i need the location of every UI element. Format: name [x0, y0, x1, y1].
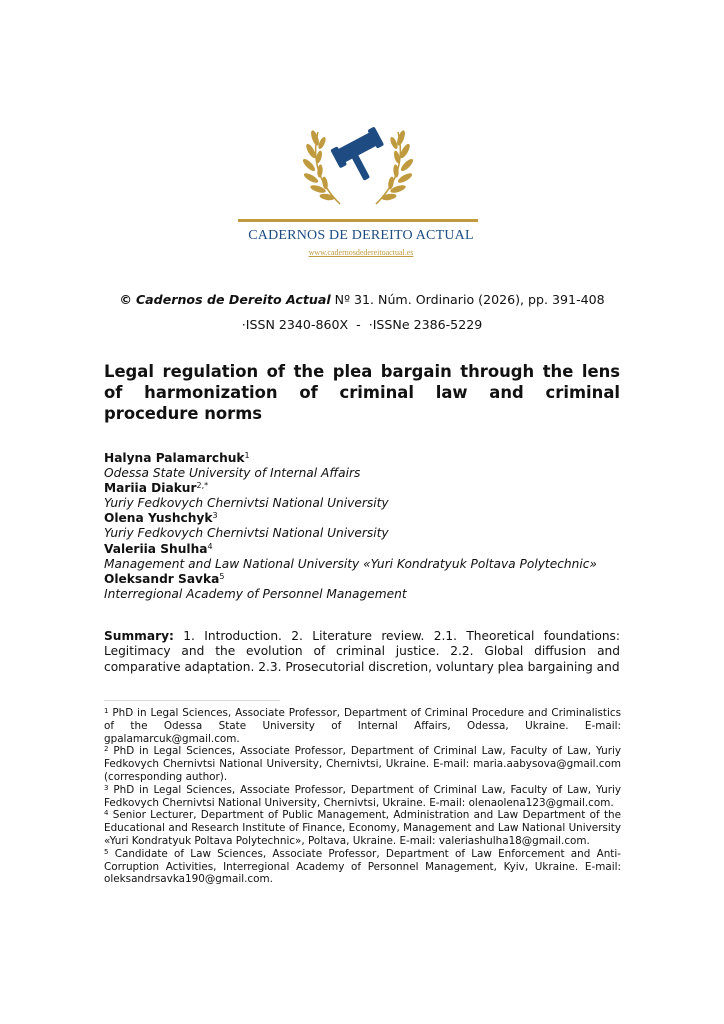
- author-footnote-ref: 3: [212, 511, 218, 521]
- author-list: [104, 451, 634, 602]
- author-affiliation: Management and Law National University «Yuri Kondratyuk Poltava Polytechnic»: [104, 556, 597, 571]
- author-footnote-ref: 2,*: [196, 481, 209, 491]
- footnote-text: PhD in Legal Sciences, Associate Professor, Department of Criminal Law, Faculty of Law, Yuriy Fedkovych Chernivtsi National University, Chernivtsi, Ukraine. E-mail: maria.aabysova@gmail.com (corresponding author).: [104, 745, 621, 783]
- footnote-text: Senior Lecturer, Department of Public Management, Administration and Law Department of the Educational and Research Institute of Finance, Economy, Management and Law National University «Yuri Kondratyuk Poltava Polytechnic», Poltava, Ukraine. E-mail: valeriashulha18@gmail.com.: [104, 809, 621, 847]
- author-footnote-ref: 4: [207, 541, 213, 551]
- footnote: [104, 784, 621, 810]
- author-affiliation: Odessa State University of Internal Affairs: [104, 466, 361, 481]
- citation-line: [104, 292, 620, 307]
- footnote-divider: [104, 700, 280, 701]
- summary-label: Summary:: [104, 629, 174, 643]
- author-entry: [104, 572, 634, 587]
- author-name: Oleksandr Savka: [104, 571, 220, 586]
- footnote-number: 1: [104, 707, 109, 715]
- footnote-number: 4: [104, 809, 109, 818]
- journal-title: Cadernos de Dereito Actual: [135, 292, 331, 307]
- author-entry: [104, 481, 634, 496]
- author-entry: [104, 511, 634, 526]
- footnote-number: 2: [104, 745, 109, 754]
- author-entry: [104, 542, 634, 557]
- footnote-text: Candidate of Law Sciences, Associate Professor, Department of Law Enforcement and Anti-Corruption Activities, Interregional Academy of Personnel Management, Kyiv, Ukraine. E-mail: oleksandrsavka190@gmail.com.: [104, 847, 621, 886]
- footnote-text: PhD in Legal Sciences, Associate Professor, Department of Criminal Law, Faculty of Law, Yuriy Fedkovych Chernivtsi National University, Chernivtsi, Ukraine. E-mail: olenaolena123@gmail.com.: [104, 783, 621, 809]
- author-affiliation: Interregional Academy of Personnel Management: [104, 586, 407, 601]
- author-affiliation: Yuriy Fedkovych Chernivtsi National University: [104, 526, 389, 541]
- journal-url-link[interactable]: www.cadernosdedereitoactual.es: [308, 248, 414, 257]
- author-name: Valeriia Shulha: [104, 541, 208, 556]
- article-title: Legal regulation of the plea bargain through the lens of harmonization of criminal law and criminal procedure norms: [104, 362, 620, 423]
- issue-info: Nº 31. Núm. Ordinario (2026), pp. 391-408: [330, 292, 605, 307]
- author-affiliation: Yuriy Fedkovych Chernivtsi National University: [104, 496, 389, 511]
- summary-paragraph: [104, 629, 620, 675]
- copyright-symbol: ©: [119, 292, 132, 307]
- footnote: [104, 848, 621, 886]
- footnote-number: 3: [104, 783, 109, 792]
- footnote-number: 5: [104, 847, 109, 856]
- author-name: Mariia Diakur: [104, 481, 197, 496]
- footnote: [104, 707, 621, 745]
- footnote-text: PhD in Legal Sciences, Associate Professor, Department of Criminal Procedure and Criminalistics of the Odessa State University of Internal Affairs, Odessa, Ukraine. E-mail: gpalamarcuk@gmail.com.: [104, 707, 621, 745]
- issn-line: ·ISSN 2340-860X - ·ISSNe 2386-5229: [241, 317, 483, 332]
- author-name: Olena Yushchyk: [104, 511, 213, 526]
- footnote: [104, 745, 621, 783]
- author-name: Halyna Palamarchuk: [104, 451, 245, 465]
- summary-text: 1. Introduction. 2. Literature review. 2.1. Theoretical foundations: Legitimacy and the evolution of criminal justice. 2.2. Global diffusion and comparative adaptation. 2.3. Prosecutorial discretion, voluntary plea bargaining and: [104, 629, 620, 674]
- footnote: [104, 809, 621, 847]
- author-entry: [104, 451, 634, 466]
- author-footnote-ref: 1: [244, 451, 250, 460]
- laurel-gavel-icon: [232, 118, 482, 228]
- journal-name: CADERNOS DE DEREITO ACTUAL: [248, 228, 474, 243]
- author-footnote-ref: 5: [219, 571, 225, 581]
- footnotes: [104, 707, 621, 886]
